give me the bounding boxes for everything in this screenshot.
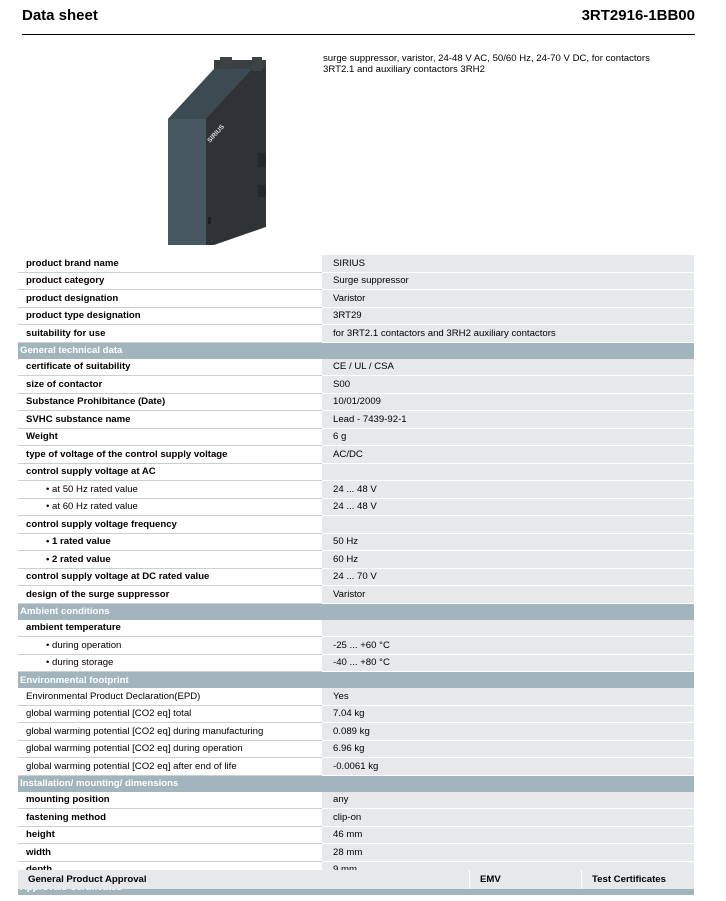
article-number: 3RT2916-1BB00 (581, 7, 695, 24)
spec-value: S00 (322, 376, 694, 394)
column-divider (469, 870, 470, 889)
product-description: surge suppressor, varistor, 24-48 V AC, 50/60 Hz, 24-70 V DC, for contactors 3RT2.1 and auxiliary contactors 3RH2 (323, 53, 650, 76)
table-row (18, 463, 694, 481)
spec-value: 6.96 kg (322, 740, 694, 758)
table-row (18, 307, 694, 325)
column-divider (581, 870, 582, 889)
section-header-environment (18, 672, 694, 689)
table-row (18, 393, 694, 411)
spec-value (322, 463, 694, 481)
spec-value: 50 Hz (322, 533, 694, 551)
spec-value: any (322, 792, 694, 809)
document-title: Data sheet (22, 7, 98, 24)
table-row (18, 376, 694, 394)
table-row (18, 792, 694, 809)
spec-value: Lead - 7439-92-1 (322, 411, 694, 429)
table-row (18, 359, 694, 376)
table-row (18, 325, 694, 343)
spec-value: 0.089 kg (322, 723, 694, 741)
spec-label: global warming potential [CO2 eq] total (18, 705, 322, 723)
table-row (18, 844, 694, 862)
spec-value: -0.0061 kg (322, 758, 694, 776)
spec-label (18, 498, 322, 516)
spec-value: 3RT29 (322, 307, 694, 325)
spec-label: global warming potential [CO2 eq] during manufacturing (18, 723, 322, 741)
spec-value: Varistor (322, 586, 694, 604)
spec-value: Yes (322, 688, 694, 705)
bullet-label: • at 50 Hz rated value (46, 484, 138, 495)
table-row (18, 586, 694, 604)
spec-label: width (18, 844, 322, 862)
table-row (18, 551, 694, 569)
table-row (18, 758, 694, 776)
section-title: Ambient conditions (18, 603, 694, 620)
spec-value: -40 ... +80 °C (322, 654, 694, 672)
section-title: Installation/ mounting/ dimensions (18, 775, 694, 792)
spec-value: 28 mm (322, 844, 694, 862)
spec-label: global warming potential [CO2 eq] after end of life (18, 758, 322, 776)
approvals-header-row (18, 870, 694, 889)
approval-column-emv: EMV (480, 874, 501, 885)
table-row (18, 688, 694, 705)
spec-value (322, 516, 694, 534)
table-row (18, 654, 694, 672)
spec-label: certificate of suitability (18, 359, 322, 376)
section-header-ambient (18, 603, 694, 620)
spec-value: 24 ... 70 V (322, 568, 694, 586)
spec-label: product brand name (18, 255, 322, 272)
approval-column-test: Test Certificates (592, 874, 666, 885)
spec-label: mounting position (18, 792, 322, 809)
table-row (18, 723, 694, 741)
product-image (160, 57, 272, 247)
section-header-general (18, 342, 694, 359)
spec-value: 24 ... 48 V (322, 498, 694, 516)
table-row (18, 809, 694, 827)
section-title: Environmental footprint (18, 672, 694, 689)
bullet-label: • during operation (46, 640, 121, 651)
spec-label: SVHC substance name (18, 411, 322, 429)
table-row (18, 637, 694, 655)
spec-label: product designation (18, 290, 322, 308)
spec-label: product type designation (18, 307, 322, 325)
table-row (18, 620, 694, 637)
spec-value: Surge suppressor (322, 272, 694, 290)
spec-label: suitability for use (18, 325, 322, 343)
table-row (18, 568, 694, 586)
table-row (18, 740, 694, 758)
bullet-label: • during storage (46, 657, 113, 668)
spec-label: fastening method (18, 809, 322, 827)
page-header (22, 0, 695, 35)
table-row (18, 428, 694, 446)
spec-value: 60 Hz (322, 551, 694, 569)
spec-label (18, 533, 322, 551)
spec-value (322, 620, 694, 637)
spec-label: control supply voltage frequency (18, 516, 322, 534)
spec-label: design of the surge suppressor (18, 586, 322, 604)
table-row (18, 446, 694, 464)
spec-label: type of voltage of the control supply voltage (18, 446, 322, 464)
bullet-label: • at 60 Hz rated value (46, 501, 138, 512)
table-row (18, 272, 694, 290)
spec-label: product category (18, 272, 322, 290)
spec-label: control supply voltage at AC (18, 463, 322, 481)
spec-label: global warming potential [CO2 eq] during operation (18, 740, 322, 758)
spec-value: 7.04 kg (322, 705, 694, 723)
spec-value: 24 ... 48 V (322, 481, 694, 499)
spec-value: CE / UL / CSA (322, 359, 694, 376)
brand-marking: SIRIUS (206, 123, 226, 145)
spec-value: for 3RT2.1 contactors and 3RH2 auxiliary contactors (322, 325, 694, 343)
spec-value: clip-on (322, 809, 694, 827)
spec-value: SIRIUS (322, 255, 694, 272)
spec-label (18, 637, 322, 655)
table-row (18, 705, 694, 723)
table-row (18, 255, 694, 272)
table-row (18, 516, 694, 534)
spec-label: Environmental Product Declaration(EPD) (18, 688, 322, 705)
spec-value: 46 mm (322, 826, 694, 844)
spec-value: -25 ... +60 °C (322, 637, 694, 655)
section-title: General technical data (18, 342, 694, 359)
spec-label: size of contactor (18, 376, 322, 394)
table-row (18, 498, 694, 516)
bullet-label: • 2 rated value (46, 554, 111, 565)
spec-value: AC/DC (322, 446, 694, 464)
section-header-installation (18, 775, 694, 792)
spec-value: Varistor (322, 290, 694, 308)
bullet-label: • 1 rated value (46, 536, 111, 547)
spec-label (18, 551, 322, 569)
spec-label (18, 481, 322, 499)
spec-label: control supply voltage at DC rated value (18, 568, 322, 586)
spec-table (18, 255, 694, 895)
spec-label: ambient temperature (18, 620, 322, 637)
spec-label: height (18, 826, 322, 844)
spec-value: 6 g (322, 428, 694, 446)
table-row (18, 533, 694, 551)
table-row (18, 481, 694, 499)
table-row (18, 290, 694, 308)
table-row (18, 411, 694, 429)
approval-column-general: General Product Approval (28, 874, 147, 885)
spec-label: Substance Prohibitance (Date) (18, 393, 322, 411)
spec-value: 10/01/2009 (322, 393, 694, 411)
spec-label (18, 654, 322, 672)
spec-label: Weight (18, 428, 322, 446)
table-row (18, 826, 694, 844)
